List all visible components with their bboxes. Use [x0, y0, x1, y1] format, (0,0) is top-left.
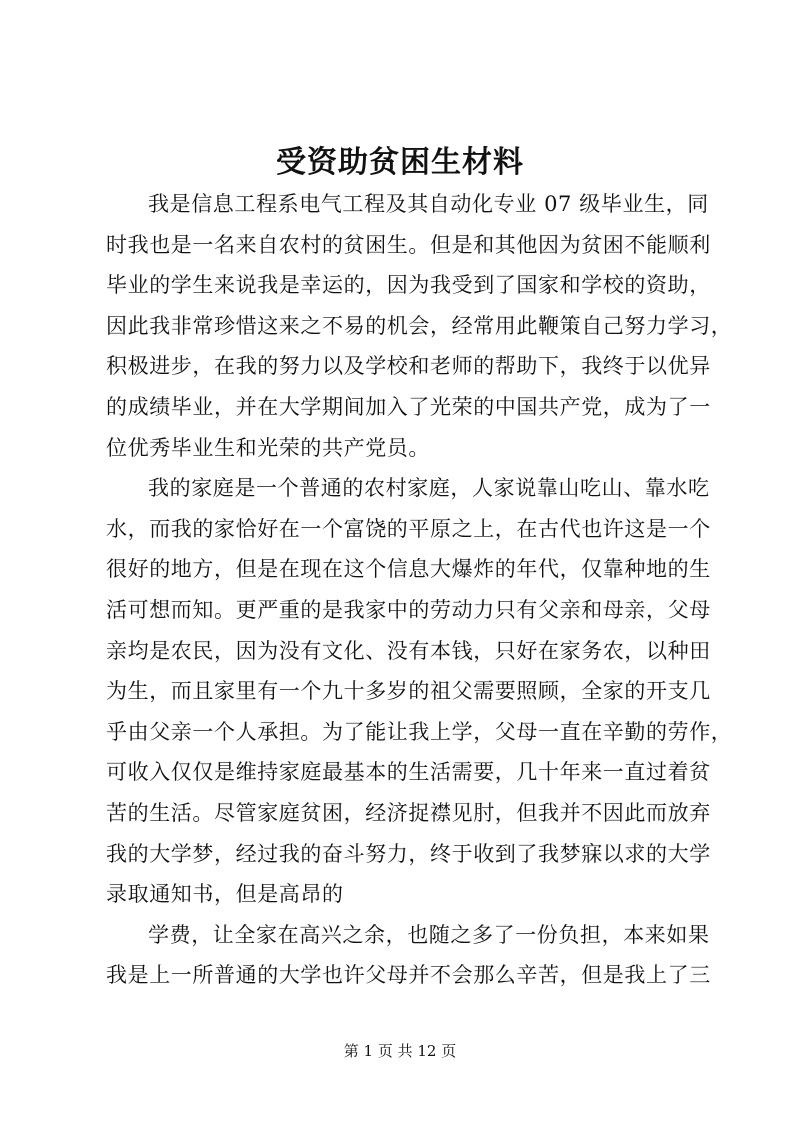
- paragraph-1: [106, 184, 733, 468]
- paragraph-line: 我是信息工程系电气工程及其自动化专业 07 级毕业生，同: [148, 192, 709, 216]
- paragraph-line: 的成绩毕业，并在大学期间加入了光荣的中国共产党，成为了一: [106, 394, 711, 419]
- paragraph-line: 时我也是一名来自农村的贫困生。但是和其他因为贫困不能顺利: [106, 232, 711, 257]
- paragraph-3: [106, 915, 711, 996]
- paragraph-line: 我的家庭是一个普通的农村家庭，人家说靠山吃山、靠水吃: [148, 476, 710, 501]
- page-number-footer: 第 1 页 共 12 页: [343, 1042, 457, 1060]
- document-body: [106, 184, 733, 996]
- paragraph-line: 为生，而且家里有一个九十多岁的祖父需要照顾，全家的开支几: [106, 679, 711, 704]
- paragraph-line: 我的大学梦，经过我的奋斗努力，终于收到了我梦寐以求的大学: [106, 841, 711, 866]
- paragraph-line: 我是上一所普通的大学也许父母并不会那么辛苦，但是我上了三: [106, 963, 711, 988]
- paragraph-line: 录取通知书，但是高昂的: [106, 882, 344, 907]
- document-title: 受资助贫困生材料: [276, 145, 524, 180]
- paragraph-line: 可收入仅仅是维持家庭最基本的生活需要，几十年来一直过着贫: [106, 760, 711, 785]
- paragraph-line: 位优秀毕业生和光荣的共产党员。: [106, 435, 430, 460]
- paragraph-line: 乎由父亲一个人承担。为了能让我上学，父母一直在辛勤的劳作，: [106, 719, 733, 744]
- paragraph-line: 亲均是农民，因为没有文化、没有本钱，只好在家务农，以种田: [106, 638, 711, 663]
- paragraph-line: 苦的生活。尽管家庭贫困，经济捉襟见肘，但我并不因此而放弃: [106, 800, 711, 825]
- paragraph-line: 水，而我的家恰好在一个富饶的平原之上，在古代也许这是一个: [106, 516, 711, 541]
- paragraph-line: 因此我非常珍惜这来之不易的机会，经常用此鞭策自己努力学习，: [106, 313, 733, 338]
- paragraph-line: 学费，让全家在高兴之余，也随之多了一份负担，本来如果: [148, 922, 710, 947]
- paragraph-line: 活可想而知。更严重的是我家中的劳动力只有父亲和母亲，父母: [106, 597, 711, 622]
- paragraph-line: 很好的地方，但是在现在这个信息大爆炸的年代，仅靠种地的生: [106, 557, 711, 582]
- paragraph-line: 积极进步，在我的努力以及学校和老师的帮助下，我终于以优异: [106, 354, 711, 379]
- paragraph-2: [106, 468, 733, 915]
- paragraph-line: 毕业的学生来说我是幸运的，因为我受到了国家和学校的资助，: [106, 273, 711, 298]
